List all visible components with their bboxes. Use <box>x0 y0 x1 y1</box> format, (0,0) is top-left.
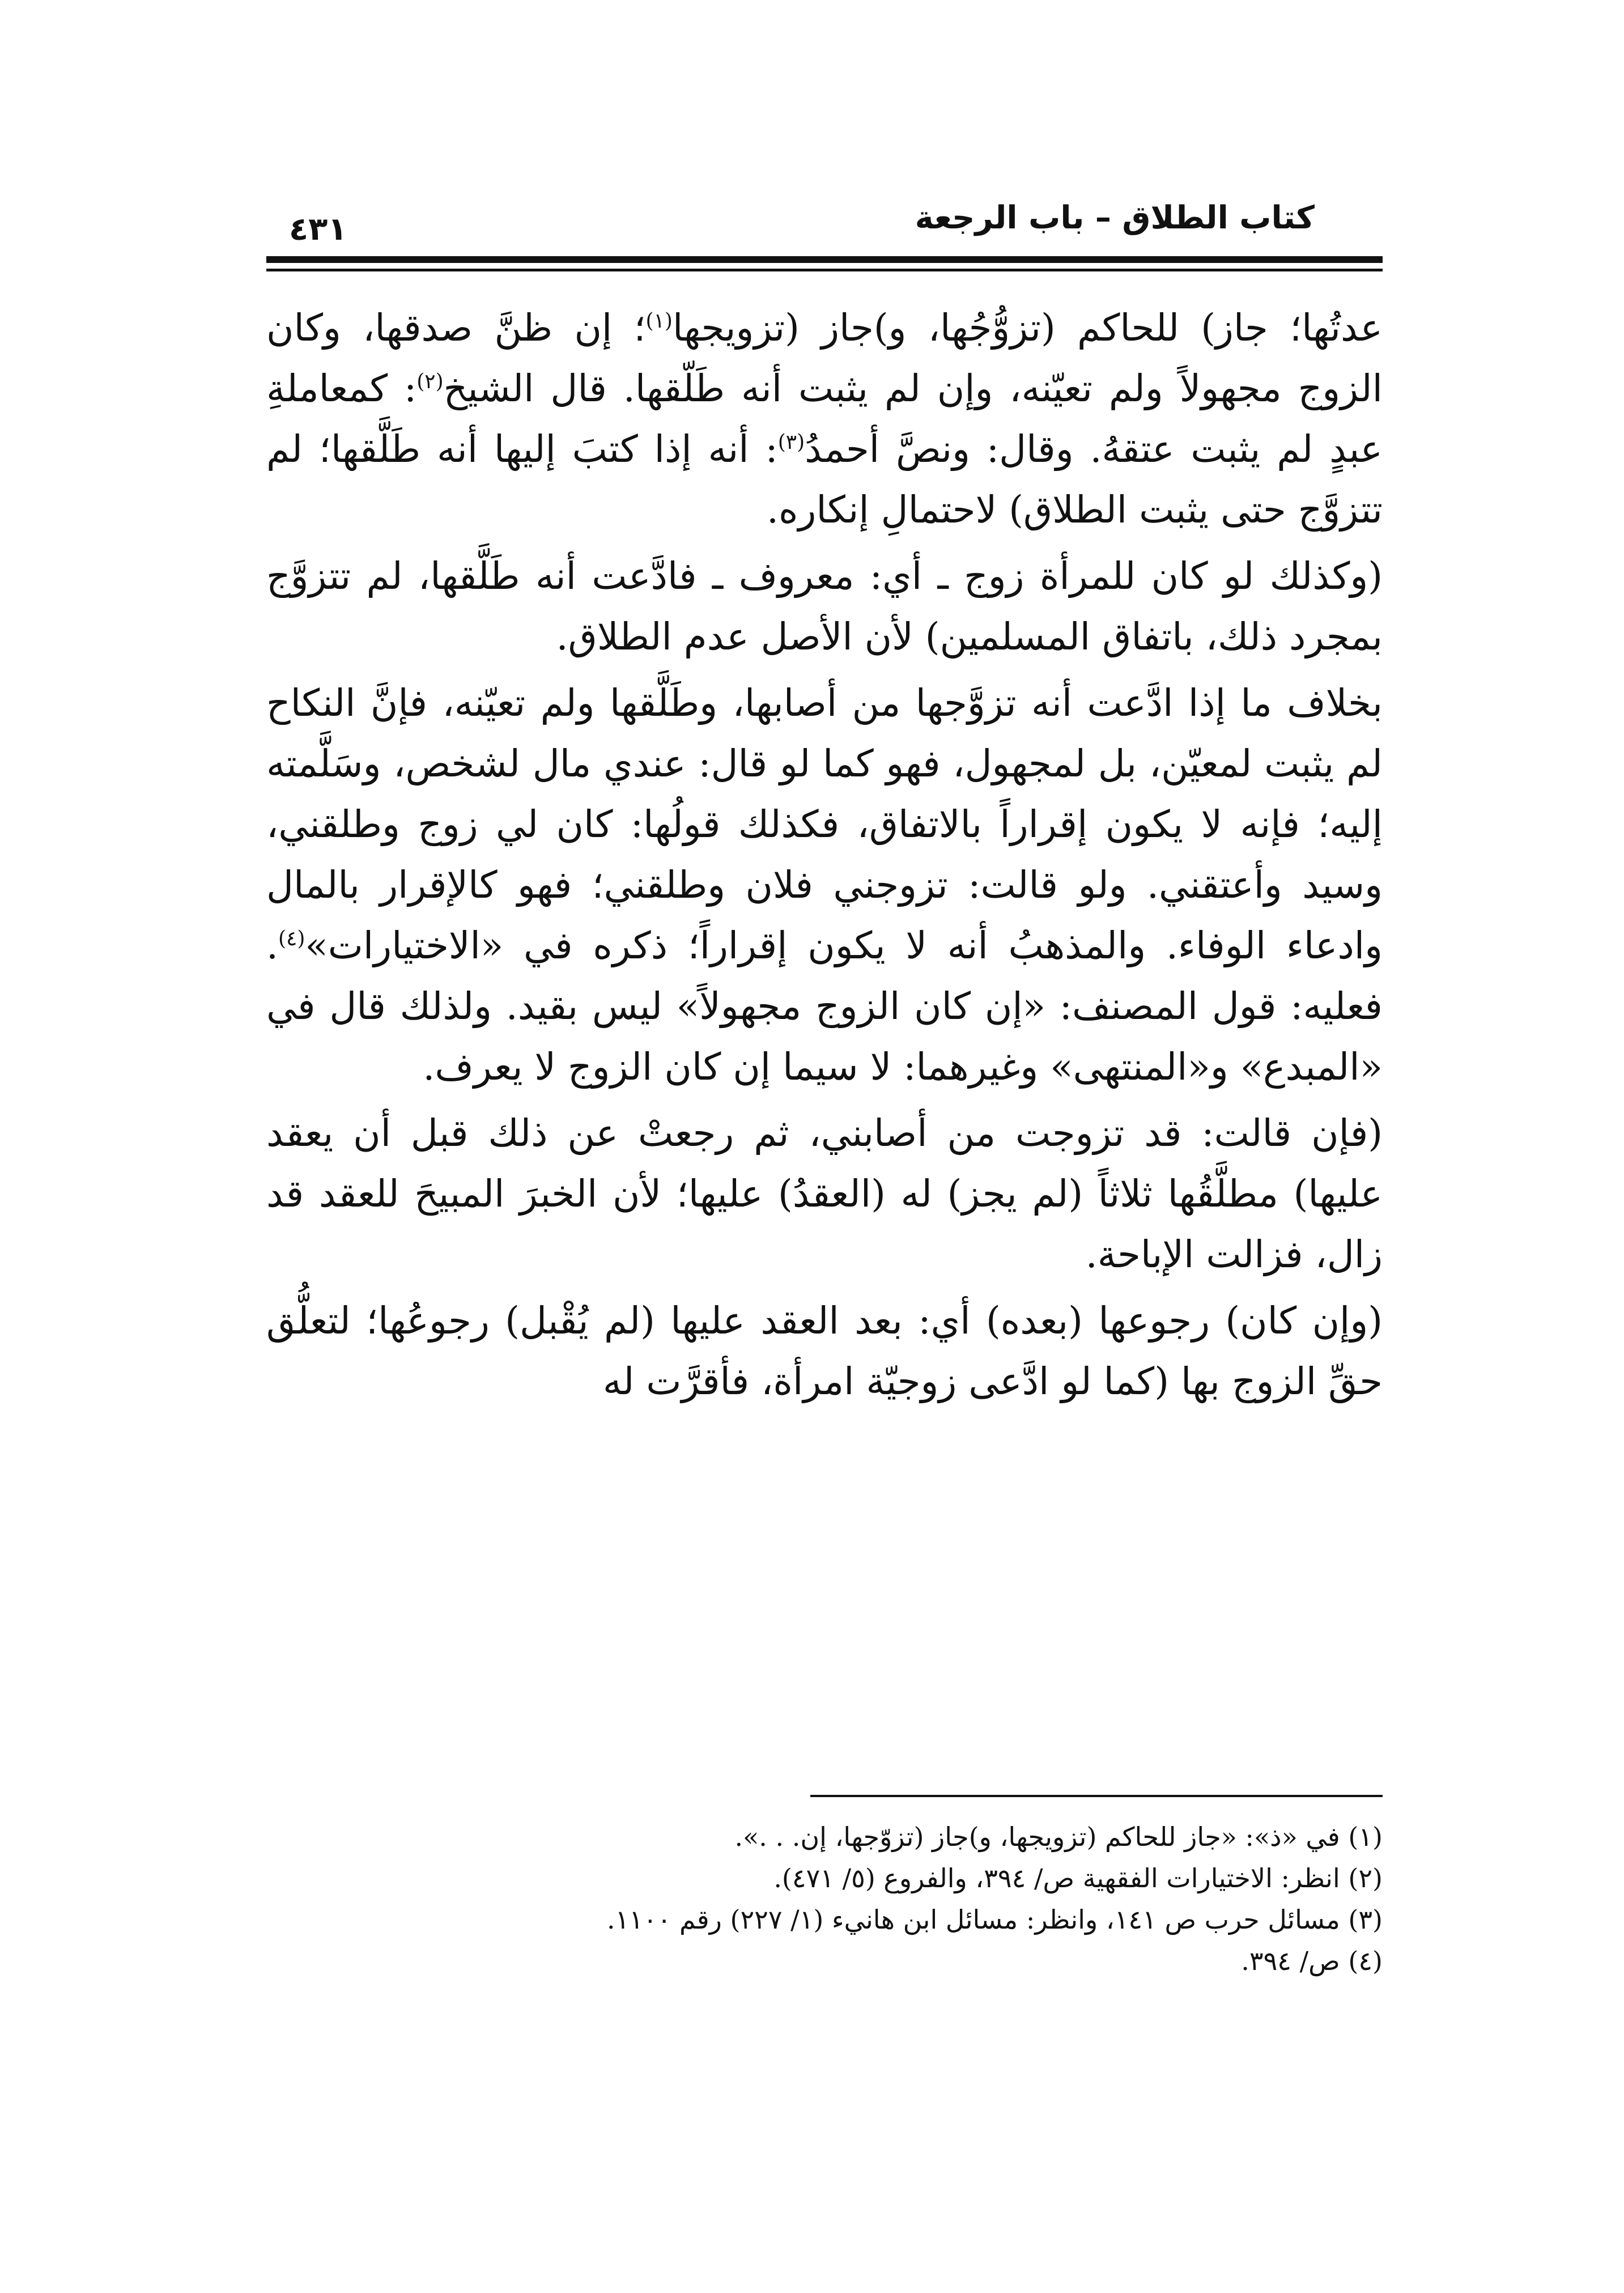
paragraph-2-text: (وكذلك لو كان للمرأة زوج ـ أي: معروف ـ فادَّعت أنه طَلَّقها، لم تتزوَّج بمجرد ذلك، باتفاق المسلمين) لأن الأصل عدم الطلاق. <box>266 554 1383 659</box>
paragraph-3-part-1: بخلاف ما إذا ادَّعت أنه تزوَّجها من أصابها، وطَلَّقها ولم تعيّنه، فإنَّ النكاح لم يثبت لمعيّن، بل لمجهول، فهو كما لو قال: عندي مال لشخص، وسَلَّمته إليه؛ فإنه لا يكون إقراراً بالاتفاق، فكذلك قولُها: كان لي زوج وطلقني، وسيد وأعتقني. ولو قالت: تزوجني فلان وطلقني؛ فهو كالإقرار بالمال وادعاء الوفاء. والمذهبُ أنه لا يكون إقراراً؛ ذكره في «الاختيارات» <box>266 681 1383 967</box>
paragraph-1-part-4: : أنه إذا كتبَ إليها أنه طَلَّقها؛ لم تتزوَّج حتى يثبت الطلاق) لاحتمالِ إنكاره. <box>266 427 1383 532</box>
paragraph-5-text: (وإن كان) رجوعها (بعده) أي: بعد العقد عليها (لم يُقْبل) رجوعُها؛ لتعلُّق حقِّ الزوج بها (كما لو ادَّعى زوجيّة امرأة، فأقرَّت له <box>266 1299 1383 1403</box>
paragraph-1-part-3: : كمعاملةِ عبدٍ لم يثبت عتقهُ. وقال: ونصَّ أحمدُ <box>266 367 1383 471</box>
paragraph-3-part-2: . فعليه: قول المصنف: «إن كان الزوج مجهولاً» ليس بقيد. ولذلك قال في «المبدع» و«المنتهى» وغيرهما: لا سيما إن كان الزوج لا يعرف. <box>266 924 1383 1089</box>
paragraph-3 <box>266 673 1383 1097</box>
footnote-ref-1: (١) <box>645 309 673 333</box>
footnote-ref-4: (٤) <box>278 927 305 950</box>
footnotes <box>266 1816 1383 1982</box>
footnote-3: (٣) مسائل حرب ص ١٤١، وانظر: مسائل ابن هانيء (١/ ٢٢٧) رقم ١١٠٠. <box>606 1904 1383 1935</box>
main-text <box>266 298 1383 1417</box>
header-rule-thin <box>266 269 1383 271</box>
paragraph-1-part-1: عدتُها؛ جاز) للحاكم (تزوُّجُها، و)جاز (تزويجها <box>672 306 1383 350</box>
paragraph-4 <box>266 1103 1383 1285</box>
paragraph-1-part-2: ؛ إن ظنَّ صدقها، وكان الزوج مجهولاً ولم تعيّنه، وإن لم يثبت أنه طَلّقها. قال الشيخ <box>266 306 1383 410</box>
paragraph-4-text: (فإن قالت: قد تزوجت من أصابني، ثم رجعتْ عن ذلك قبل أن يعقد عليها) مطلَّقُها ثلاثاً (لم يجز) له (العقدُ) عليها؛ لأن الخبرَ المبيحَ للعقد قد زال، فزالت الإباحة. <box>266 1111 1383 1276</box>
header-rule-thick <box>266 256 1383 263</box>
paragraph-5 <box>266 1290 1383 1412</box>
footnote-ref-3: (٣) <box>777 431 805 454</box>
page-number: ٤٣١ <box>289 211 347 248</box>
footnote-2: (٢) انظر: الاختيارات الفقهية ص/ ٣٩٤، والفروع (٥/ ٤٧١). <box>773 1863 1383 1893</box>
footnote-1: (١) في «ذ»: «جاز للحاكم (تزويجها، و)جاز (تزوّجها، إن. . .». <box>734 1821 1383 1852</box>
chapter-title: كتاب الطلاق – باب الرجعة <box>915 199 1315 236</box>
footnote-4: (٤) ص/ ٣٩٤. <box>1241 1946 1383 1976</box>
footnote-ref-2: (٢) <box>416 370 444 393</box>
paragraph-1 <box>266 298 1383 540</box>
page-header <box>266 187 1383 249</box>
paragraph-2 <box>266 546 1383 667</box>
footnote-separator <box>810 1795 1383 1797</box>
